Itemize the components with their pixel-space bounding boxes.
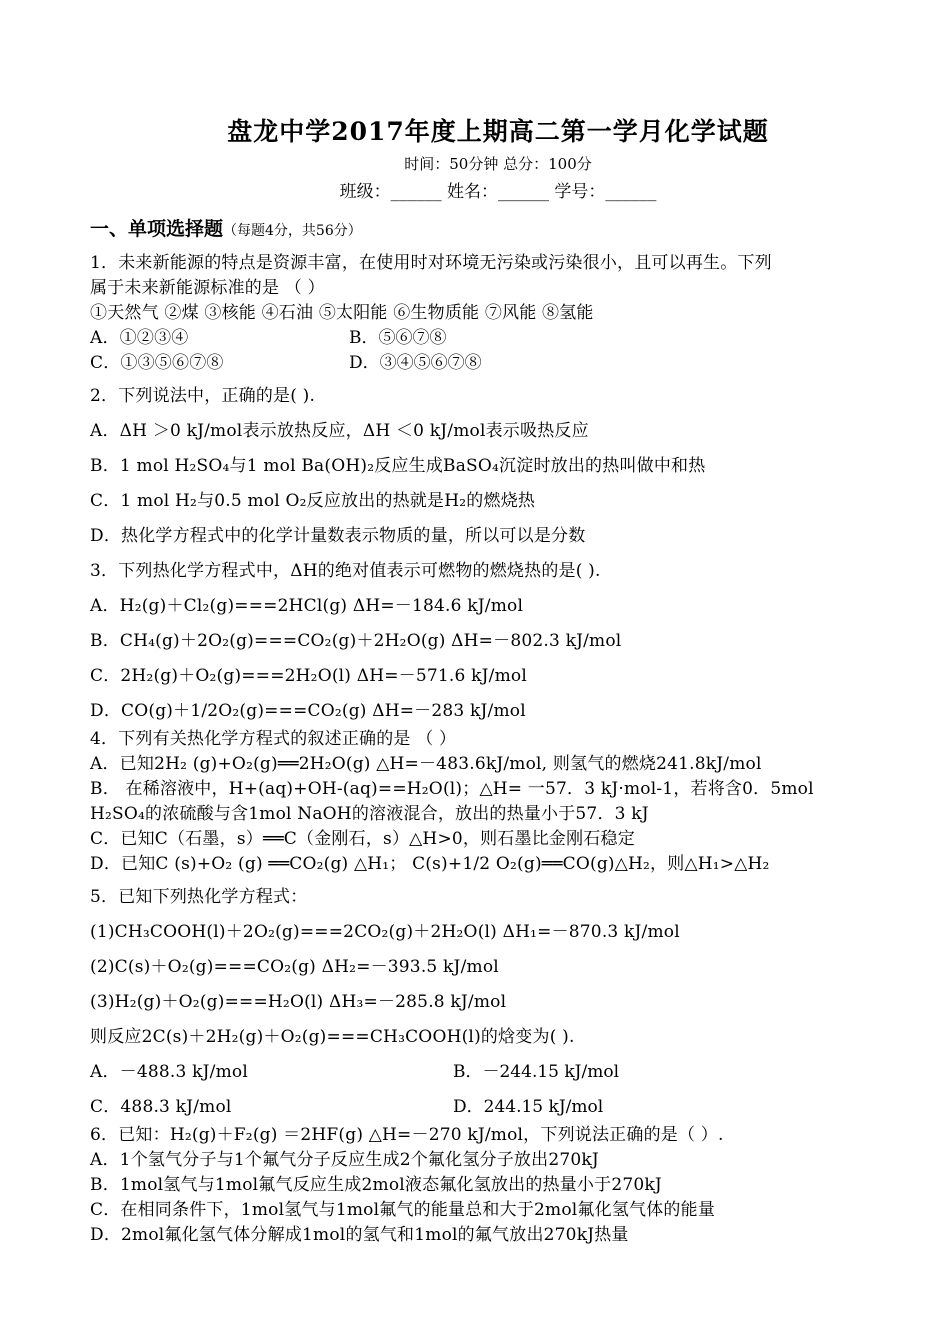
q1-option-c: C．①③⑤⑥⑦⑧ — [90, 353, 224, 373]
q3-stem: 3．下列热化学方程式中，ΔH的绝对值表示可燃物的燃烧热的是( ). — [90, 561, 601, 581]
q4-stem: 4．下列有关热化学方程式的叙述正确的是 （ ） — [90, 729, 457, 749]
q4-option-d: D．已知C (s)+O₂ (g) ══CO₂(g) △H₁； C(s)+1/2 O₂(g)══CO(g)△H₂，则△H₁>△H₂ — [90, 854, 770, 874]
section-title: 一、单项选择题 — [90, 218, 224, 240]
q5-question: 则反应2C(s)＋2H₂(g)＋O₂(g)===CH₃COOH(l)的焓变为( ). — [90, 1027, 575, 1047]
exam-meta: 时间：50分钟 总分：100分 — [404, 155, 592, 173]
q3-option-c: C．2H₂(g)＋O₂(g)===2H₂O(l) ΔH=－571.6 kJ/mol — [90, 666, 527, 686]
page-title: 盘龙中学2017年度上期高二第一学月化学试题 — [227, 117, 769, 146]
section-heading — [90, 214, 362, 241]
q2-option-b: B．1 mol H₂SO₄与1 mol Ba(OH)₂反应生成BaSO₄沉淀时放出的热叫做中和热 — [90, 456, 706, 476]
q4-option-a: A．已知2H₂ (g)+O₂(g)══2H₂O(g) △H=－483.6kJ/mol, 则氢气的燃烧241.8kJ/mol — [90, 754, 762, 774]
q4-option-b-line1: B． 在稀溶液中，H+(aq)+OH-(aq)==H₂O(l)；△H= 一57．3 kJ·mol-1，若将含0．5mol — [90, 779, 814, 799]
q6-stem: 6．已知：H₂(g)＋F₂(g) ＝2HF(g) △H=－270 kJ/mol，下列说法正确的是（ ）. — [90, 1125, 724, 1145]
q4-option-c: C．已知C（石墨，s）══C（金刚石，s）△H>0，则石墨比金刚石稳定 — [90, 829, 635, 849]
q5-option-a: A．－488.3 kJ/mol — [90, 1062, 248, 1082]
q6-option-d: D．2mol氟化氢气体分解成1mol的氢气和1mol的氟气放出270kJ热量 — [90, 1225, 629, 1245]
q3-option-a: A．H₂(g)＋Cl₂(g)===2HCl(g) ΔH=－184.6 kJ/mol — [90, 596, 524, 616]
q1-stem-line2: 属于未来新能源标准的是 （ ） — [90, 278, 325, 298]
q3-option-b: B．CH₄(g)＋2O₂(g)===CO₂(g)＋2H₂O(g) ΔH=－802.3 kJ/mol — [90, 631, 622, 651]
q2-stem: 2．下列说法中，正确的是( ). — [90, 386, 316, 406]
q2-option-a: A．ΔH ＞0 kJ/mol表示放热反应，ΔH ＜0 kJ/mol表示吸热反应 — [90, 421, 589, 441]
q5-equation-2: (2)C(s)＋O₂(g)===CO₂(g) ΔH₂=－393.5 kJ/mol — [90, 957, 499, 977]
q3-option-d: D．CO(g)＋1/2O₂(g)===CO₂(g) ΔH=－283 kJ/mol — [90, 701, 526, 721]
q1-option-a: A．①②③④ — [90, 328, 189, 348]
q2-option-c: C．1 mol H₂与0.5 mol O₂反应放出的热就是H₂的燃烧热 — [90, 491, 536, 511]
q1-option-d: D．③④⑤⑥⑦⑧ — [349, 353, 482, 373]
student-info-line: 班级：______ 姓名：______ 学号：______ — [339, 182, 657, 202]
q5-stem: 5．已知下列热化学方程式： — [90, 887, 308, 907]
q6-option-a: A．1个氢气分子与1个氟气分子反应生成2个氟化氢分子放出270kJ — [90, 1150, 599, 1170]
q5-option-b: B．－244.15 kJ/mol — [453, 1062, 620, 1082]
q5-option-c: C．488.3 kJ/mol — [90, 1097, 232, 1117]
section-note: （每题4分，共56分） — [223, 223, 362, 239]
q5-equation-3: (3)H₂(g)＋O₂(g)===H₂O(l) ΔH₃=－285.8 kJ/mol — [90, 992, 507, 1012]
q5-equation-1: (1)CH₃COOH(l)＋2O₂(g)===2CO₂(g)＋2H₂O(l) ΔH₁=－870.3 kJ/mol — [90, 922, 680, 942]
q1-option-b: B．⑤⑥⑦⑧ — [349, 328, 447, 348]
q1-items: ①天然气 ②煤 ③核能 ④石油 ⑤太阳能 ⑥生物质能 ⑦风能 ⑧氢能 — [90, 303, 594, 323]
q5-option-d: D．244.15 kJ/mol — [453, 1097, 604, 1117]
q4-option-b-line2: H₂SO₄的浓硫酸与含1mol NaOH的溶液混合，放出的热量小于57．3 kJ — [90, 804, 649, 824]
q6-option-b: B．1mol氢气与1mol氟气反应生成2mol液态氟化氢放出的热量小于270kJ — [90, 1175, 662, 1195]
q2-option-d: D．热化学方程式中的化学计量数表示物质的量，所以可以是分数 — [90, 526, 586, 546]
q6-option-c: C．在相同条件下，1mol氢气与1mol氟气的能量总和大于2mol氟化氢气体的能量 — [90, 1200, 716, 1220]
q1-stem-line1: 1．未来新能源的特点是资源丰富，在使用时对环境无污染或污染很小，且可以再生。下列 — [90, 253, 772, 273]
